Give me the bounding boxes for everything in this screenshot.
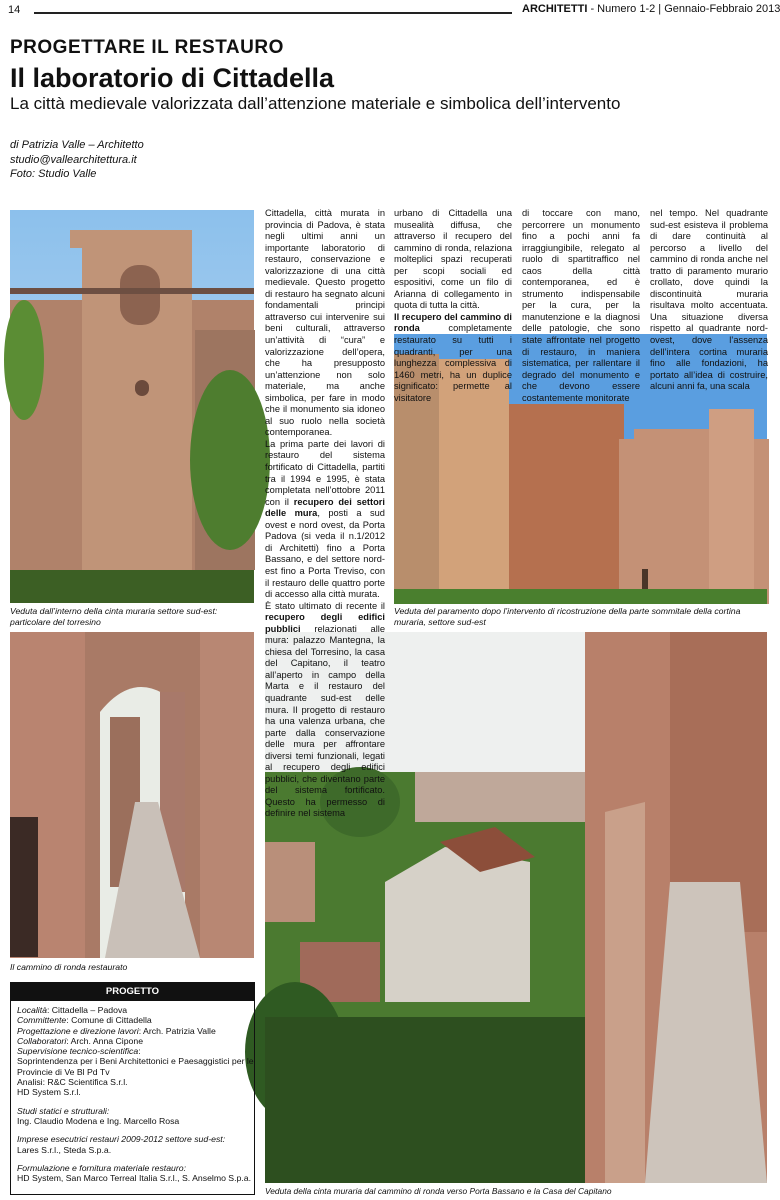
progetto-line: Provincie di Ve Bl Pd Tv [17,1066,110,1077]
progetto-studi-row: Studi statici e strutturali: [17,1105,110,1116]
progetto-row-collaboratori [17,1036,248,1046]
col1-paragraph-1: Cittadella, città murata in provincia di Padova, è stata negli ultimi anni un importante laboratorio di restauro, conservazione e valorizzazione di una città medievale. Questo progetto di restauro ha segnato alcuni fondamentali principi attraverso cui intervenire sui beni culturali, attraverso un’attività di “cura” e valorizzazione dell’opera, che ha presupposto un’attenzione non solo materiale, ma anche simbolica, per fare in modo che il monumento sia idoneo al suo ruolo nella società contemporanea. [265,208,385,438]
byline-email: studio@vallearchitettura.it [10,153,137,166]
byline-author: di Patrizia Valle – Architetto [10,139,144,151]
progetto-value: : Arch. Anna Cipone [66,1035,144,1046]
progetto-label: Collaboratori [17,1035,67,1046]
progetto-line: Soprintendenza per i Beni Architettonici e Paesaggistici per le [17,1056,254,1067]
progetto-value: : Arch. Patrizia Valle [138,1025,216,1036]
col2-text: completamente restaurato su tutti i quadranti, per una lunghezza complessiva di 1460 metri, ha un duplice significato: permette al visitatore [394,323,512,403]
header-rule [34,12,512,14]
text-column-2 [394,208,512,403]
col1-bold-1: recupero dei settori delle mura [265,496,385,519]
progetto-label: Supervisione tecnico-scientifica [17,1046,139,1057]
progetto-label: Progettazione e direzione lavori [17,1025,139,1036]
spacer [17,1098,248,1106]
photo-cammino [10,632,254,958]
spacer [17,1155,248,1163]
progetto-row-localita [17,1005,248,1015]
progetto-studi-label: Studi statici e strutturali [17,1105,107,1116]
col1-paragraph-3 [265,601,385,820]
progetto-formulazione-label: Formulazione e fornitura materiale restauro [17,1162,184,1173]
issue-info: - Numero 1-2 | Gennaio-Febbraio 2013 [587,3,780,15]
progetto-line: Analisi: R&C Scientifica S.r.l. [17,1077,128,1088]
col2-bold: Il recupero del cammino di ronda [394,311,512,334]
col1-paragraph-2 [265,439,385,601]
progetto-row-supervisione [17,1046,248,1056]
progetto-value: : Comune di Cittadella [66,1015,152,1026]
progetto-imprese-row: Imprese esecutrici restauri 2009-2012 settore sud-est: [17,1134,226,1145]
progetto-heading: PROGETTO [11,983,254,1001]
progetto-row-committente [17,1015,248,1025]
progetto-studi-value: Ing. Claudio Modena e Ing. Marcello Rosa [17,1115,180,1126]
caption-photo1: Veduta dall’interno della cinta muraria settore sud-est: particolare del torresino [10,606,218,627]
col4-paragraph: nel tempo. Nel quadrante sud-est esisteva il problema di dare continuità al percorso a livello del cammino di ronda anche nel tratto di paramento murario crollato, dove quindi la discontinuità muraria risultava molto accentuata. Una situazione diversa rispetto al quadrante nord-ovest, dove l’assenza dell’intera cortina muraria fino alle fondazioni, ha portato all’idea di costruire, alcuni anni fa, una scala [650,208,768,392]
col1-text-5: relazionati alle mura: palazzo Mantegna, la chiesa del Torresino, la casa del Capitano, il teatro all’aperto in campo della Marta e il restauro del quadrante sud-est delle mura. Il progetto di restauro ha una valenza urbana, che parte dalla conservazione delle mura per affrontare diversi temi funzionali, legati al recupero degli edifici pubblici, che diventano parte del sistema fortificato. Questo ha permesso di definire nel sistema [265,623,385,819]
article-kicker: PROGETTARE IL RESTAURO [10,37,284,58]
progetto-line: HD System S.r.l. [17,1087,81,1098]
progetto-formulazione-row: Formulazione e fornitura materiale restauro: [17,1162,187,1173]
spacer [17,1126,248,1134]
caption-photo4: Veduta della cinta muraria dal cammino di ronda verso Porta Bassano e la Casa del Capitano [265,1186,612,1196]
article-title: Il laboratorio di Cittadella [10,63,335,93]
progetto-formulazione-value: HD System, San Marco Terreal Italia S.r.l., S. Anselmo S.p.a. [17,1173,252,1184]
magazine-header [522,3,780,15]
progetto-body [11,1001,254,1183]
col1-text-2: La prima parte dei lavori di restauro del sistema fortificato di Cittadella, partiti tra il 1994 e 1995, è stata completata nell’ottobre 2011 con il [265,438,385,507]
col1-bold-2: recupero degli edifici pubblici [265,612,385,634]
col1-text-4: È stato ultimato di recente il [265,600,385,611]
col2-paragraph-2 [394,312,512,404]
progetto-label: Località [17,1005,47,1015]
progetto-imprese-value: Lares S.r.l., Steda S.p.a. [17,1144,112,1155]
progetto-value: : [138,1046,141,1057]
col2-paragraph-1: urbano di Cittadella una musealità diffusa, che attraverso il recupero del cammino di ronda, relaziona molteplici spazi recuperati per scopi sociali ed espositivi, come un filo di Arianna di collegamento in quota di tutta la città. [394,208,512,311]
text-column-1 [265,208,385,820]
col3-paragraph: di toccare con mano, percorrere un monumento fino a pochi anni fa irraggiungibile, relegato al ruolo di spartitraffico nel caos della città contemporanea, ed è strumento indispensabile per la cura, per la manutenzione e la diagnosi delle patologie, che sono state affrontate nel progetto di restauro, in maniera sistematica, per rallentare il degrado del monumento e che devono essere costantemente monitorate [522,208,640,403]
byline [10,138,144,182]
page-number: 14 [8,4,21,16]
progetto-label: Committente [17,1015,67,1026]
magazine-name: ARCHITETTI [522,3,588,15]
progetto-imprese-label: Imprese esecutrici restauri 2009-2012 settore sud-est [17,1134,223,1145]
text-column-4 [650,208,768,392]
caption-photo3: Il cammino di ronda restaurato [10,962,128,972]
caption-photo2: Veduta del paramento dopo l’intervento di ricostruzione della parte sommitale della cortina muraria, settore sud-est [394,606,741,627]
byline-photo-credit: Foto: Studio Valle [10,168,97,180]
article-subtitle: La città medievale valorizzata dall’attenzione materiale e simbolica dell’intervento [10,94,621,113]
progetto-row-progettazione [17,1026,248,1036]
col1-text-3: , posti a sud ovest e nord ovest, da Porta Padova (si veda il n.1/2012 di Architetti) fino a Porta Bassano, e del settore nord-est fino a Porta Treviso, con il restauro delle quattro porte di accesso alla città murata. [265,508,385,600]
progetto-value: : Cittadella – Padova [46,1005,128,1015]
photo-torresino [10,210,254,603]
text-column-3 [522,208,640,403]
progetto-box [10,982,255,1195]
